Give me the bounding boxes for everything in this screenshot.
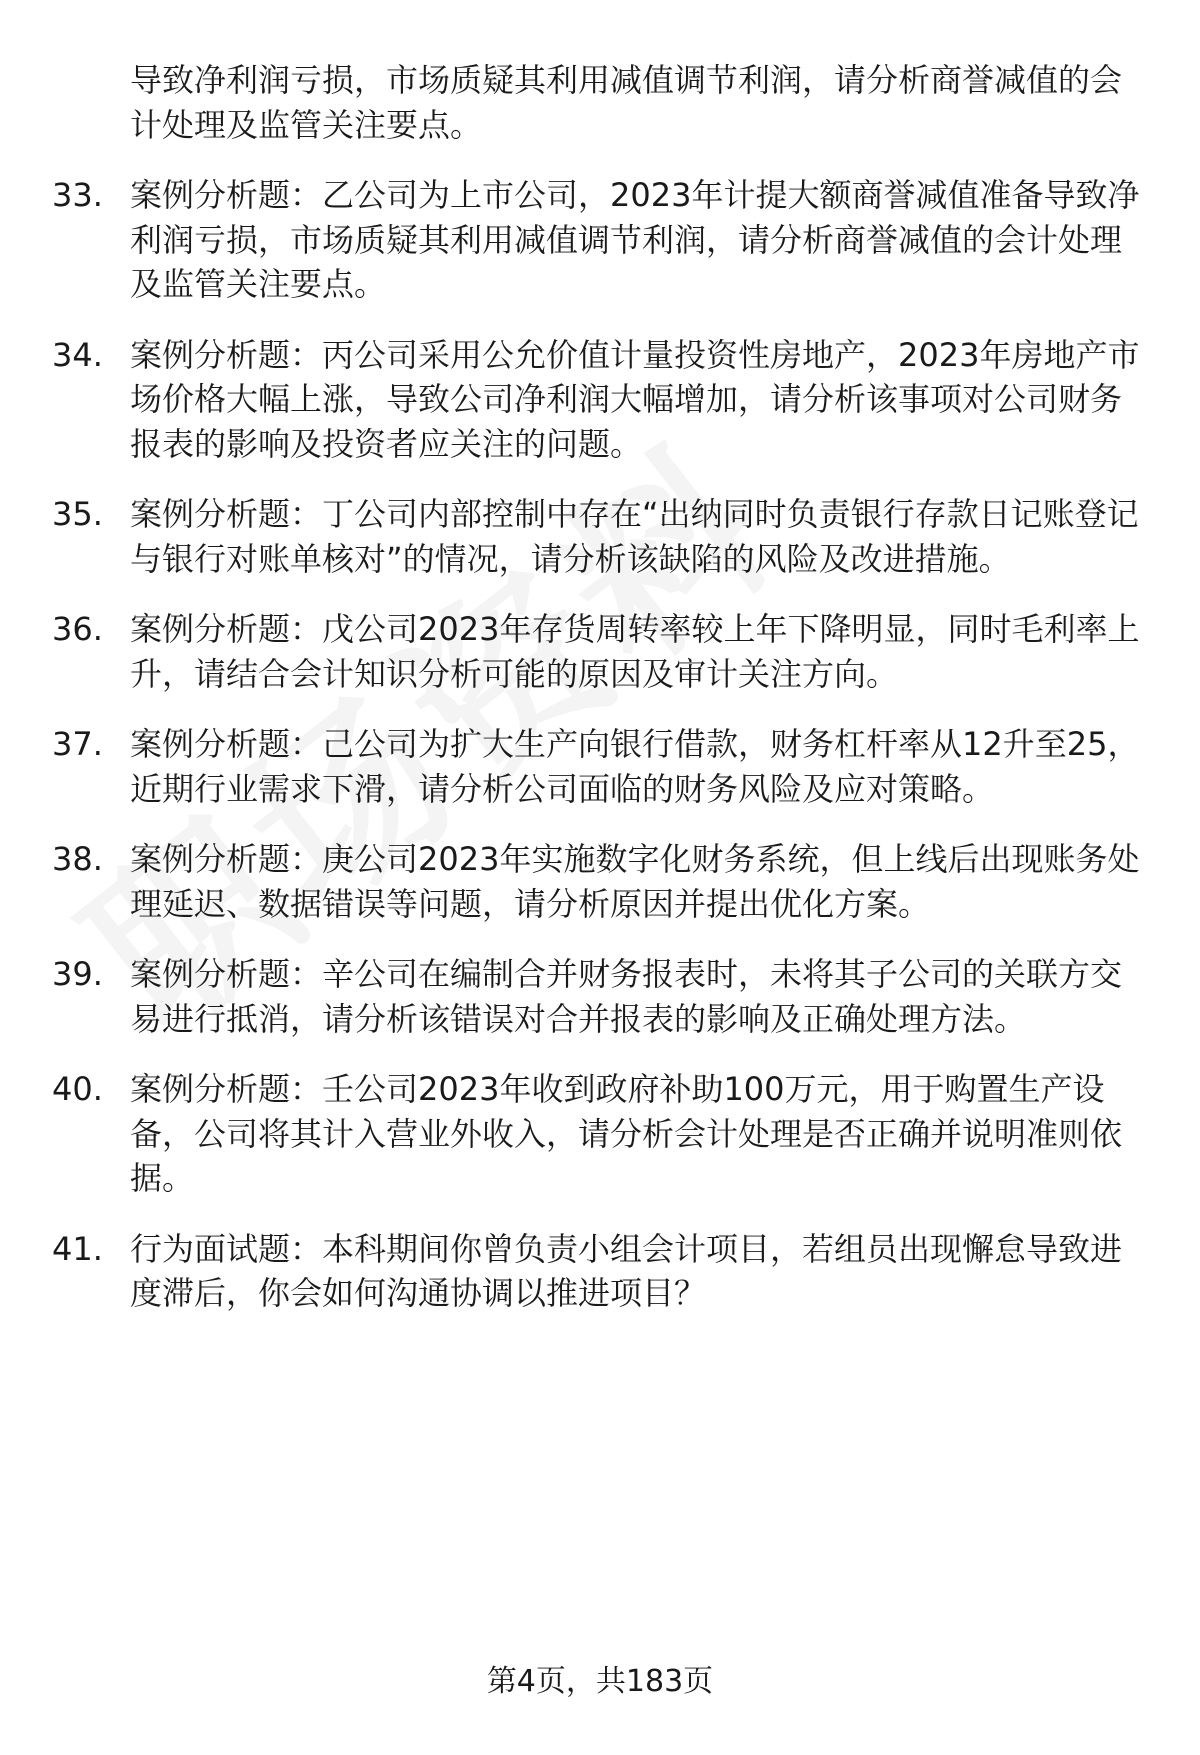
question-item <box>0 607 1200 696</box>
question-number: 38. <box>52 840 103 878</box>
question-item <box>0 1067 1200 1201</box>
question-text: 导致净利润亏损，市场质疑其利用减值调节利润，请分析商誉减值的会计处理及监管关注要点。 <box>130 61 1123 144</box>
question-text: 案例分析题：壬公司2023年收到政府补助100万元，用于购置生产设备，公司将其计入营业外收入，请分析会计处理是否正确并说明准则依据。 <box>130 1070 1123 1197</box>
question-text: 案例分析题：戊公司2023年存货周转率较上年下降明显，同时毛利率上升，请结合会计知识分析可能的原因及审计关注方向。 <box>130 610 1140 693</box>
question-number: 34. <box>52 335 103 374</box>
question-number: 37. <box>52 725 103 763</box>
question-item <box>0 173 1200 307</box>
question-number: 40. <box>52 1070 103 1108</box>
question-item <box>0 333 1200 467</box>
question-item <box>0 492 1200 581</box>
question-text: 案例分析题：丁公司内部控制中存在“出纳同时负责银行存款日记账登记与银行对账单核对”的情况，请分析该缺陷的风险及改进措施。 <box>130 495 1139 578</box>
question-text: 案例分析题：丙公司采用公允价值计量投资性房地产，2023年房地产市场价格大幅上涨，导致公司净利润大幅增加，请分析该事项对公司财务报表的影响及投资者应关注的问题。 <box>130 335 1140 463</box>
page-footer: 第4页，共183页 <box>486 1664 714 1699</box>
question-text: 行为面试题：本科期间你曾负责小组会计项目，若组员出现懈怠导致进度滞后，你会如何沟通协调以推进项目？ <box>130 1229 1123 1312</box>
question-list <box>0 58 1200 1342</box>
question-number: 39. <box>52 955 103 993</box>
question-text: 案例分析题：乙公司为上市公司，2023年计提大额商誉减值准备导致净利润亏损，市场质疑其利用减值调节利润，请分析商誉减值的会计处理及监管关注要点。 <box>130 176 1140 303</box>
question-text: 案例分析题：庚公司2023年实施数字化财务系统，但上线后出现账务处理延迟、数据错误等问题，请分析原因并提出优化方案。 <box>130 840 1140 923</box>
question-number: 36. <box>52 610 103 648</box>
question-item <box>0 722 1200 811</box>
question-item <box>0 58 1200 147</box>
question-number: 33. <box>52 176 103 214</box>
question-text: 案例分析题：辛公司在编制合并财务报表时，未将其子公司的关联方交易进行抵消，请分析该错误对合并报表的影响及正确处理方法。 <box>130 955 1123 1038</box>
question-number: 41. <box>52 1229 103 1268</box>
question-number: 35. <box>52 495 103 533</box>
question-item <box>0 952 1200 1041</box>
question-text: 案例分析题：己公司为扩大生产向银行借款，财务杠杆率从12升至25，近期行业需求下滑，请分析公司面临的财务风险及应对策略。 <box>130 725 1140 808</box>
question-item <box>0 1227 1200 1316</box>
question-item <box>0 837 1200 926</box>
